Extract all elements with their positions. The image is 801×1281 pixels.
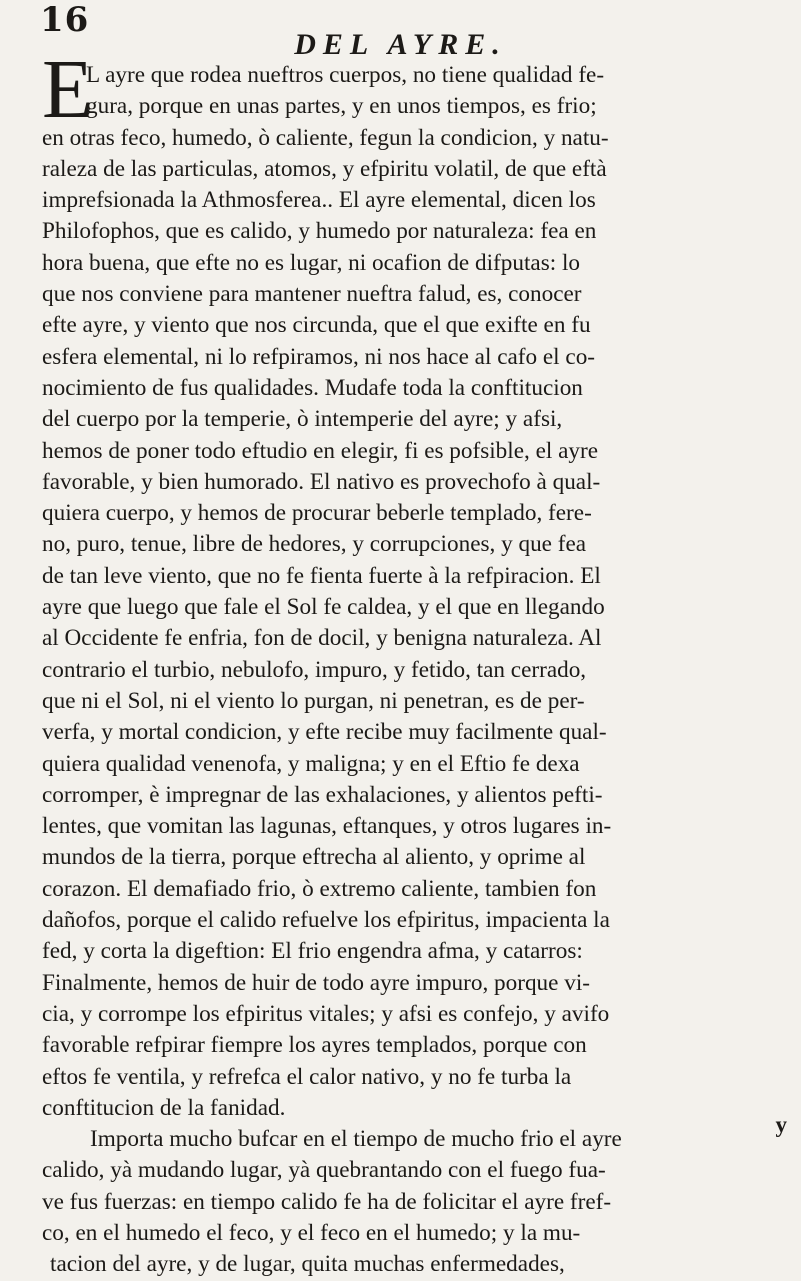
text-line: quiera cuerpo, y hemos de procurar beberle templado, fere- [42,500,592,527]
text-line: dañofos, porque el calido refuelve los efpiritus, impacienta la [42,907,610,934]
body-text [42,60,793,1281]
text-line: tacion del ayre, y de lugar, quita muchas enfermedades, [50,1251,565,1278]
text-line: verfa, y mortal condicion, y efte recibe muy facilmente qual- [42,719,607,746]
text-line: corromper, è impregnar de las exhalaciones, y alientos pefti- [42,781,603,808]
text-line: favorable, y bien humorado. El nativo es provechofo à qual- [42,468,601,495]
text-line: imprefsionada la Athmosferea.. El ayre elemental, dicen los [42,187,596,214]
drop-cap: E [42,43,94,136]
text-line: calido, yà mudando lugar, yà quebrantando con el fuego fua- [42,1157,606,1184]
text-line: lentes, que vomitan las lagunas, eftanques, y otros lugares in- [42,813,612,840]
text-line: hora buena, que efte no es lugar, ni ocafion de difputas: lo [42,249,580,276]
text-line: hemos de poner todo eftudio en elegir, fi es pofsible, el ayre [42,437,599,464]
text-line: favorable refpirar fiempre los ayres templados, porque con [42,1032,587,1059]
chapter-heading: DEL AYRE. [294,28,507,61]
text-line: que ni el Sol, ni el viento lo purgan, ni penetran, es de per- [42,687,585,714]
text-line: esfera elemental, ni lo refpiramos, ni nos hace al cafo el co- [42,343,596,370]
text-line: Importa mucho bufcar en el tiempo de mucho frio el ayre [90,1126,622,1153]
text-line: en otras feco, humedo, ò caliente, fegun la condicion, y natu- [42,124,609,151]
catchword: y [775,1112,787,1137]
text-line: del cuerpo por la temperie, ò intemperie del ayre; y afsi, [42,406,563,433]
text-line: mundos de la tierra, porque eftrecha al aliento, y oprime al [42,844,586,871]
text-line: gura, porque en unas partes, y en unos tiempos, es frio; [86,93,597,120]
text-line: no, puro, tenue, libre de hedores, y corrupciones, y que fea [42,531,587,558]
text-line: raleza de las particulas, atomos, y efpiritu volatil, de que eftà [42,155,607,182]
text-line: co, en el humedo el feco, y el feco en el humedo; y la mu- [42,1219,581,1246]
text-line: conftitucion de la fanidad. [42,1094,286,1121]
text-line: al Occidente fe enfria, fon de docil, y benigna naturaleza. Al [42,625,602,652]
text-line: nocimiento de fus qualidades. Mudafe toda la conftitucion [42,374,583,401]
text-line: efte ayre, y viento que nos circunda, que el que exifte en fu [42,312,591,339]
text-line: quiera qualidad venenofa, y maligna; y en el Eftio fe dexa [42,750,580,777]
text-line: de tan leve viento, que no fe fienta fuerte à la refpiracion. El [42,562,601,589]
text-line: cia, y corrompe los efpiritus vitales; y afsi es confejo, y avifo [42,1000,610,1027]
text-line: corazon. El demafiado frio, ò extremo caliente, tambien fon [42,875,597,902]
text-line: Philofophos, que es calido, y humedo por naturaleza: fea en [42,218,597,245]
text-line: ayre que luego que fale el Sol fe caldea, y el que en llegando [42,594,605,621]
text-line: L ayre que rodea nueftros cuerpos, no tiene qualidad fe- [86,62,605,88]
text-line: ve fus fuerzas: en tiempo calido fe ha de folicitar el ayre fref- [42,1188,612,1215]
page-number: 16 [40,0,90,40]
text-line: Finalmente, hemos de huir de todo ayre impuro, porque vi- [42,969,590,996]
text-line: eftos fe ventila, y refrefca el calor nativo, y no fe turba la [42,1063,572,1090]
text-line: que nos conviene para mantener nueftra falud, es, conocer [42,281,582,308]
text-line: fed, y corta la digeftion: El frio engendra afma, y catarros: [42,938,583,965]
text-line: contrario el turbio, nebulofo, impuro, y fetido, tan cerrado, [42,656,587,683]
